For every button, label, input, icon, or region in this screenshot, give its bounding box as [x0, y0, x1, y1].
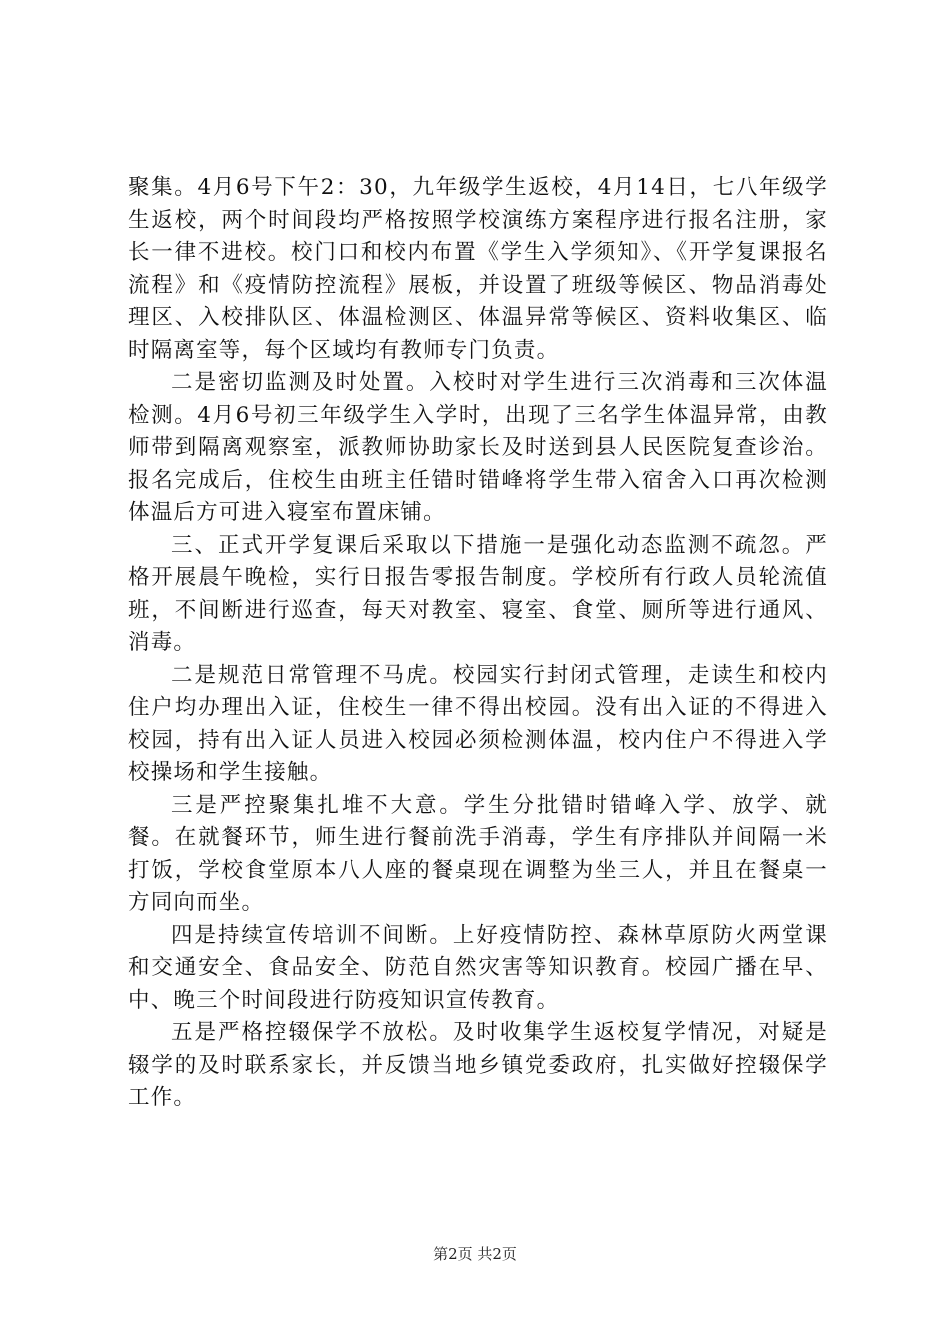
paragraph-gathering-control: 三是严控聚集扎堆不大意。学生分批错时错峰入学、放学、就餐。在就餐环节，师生进行餐前洗手消毒，学生有序排队并间隔一米打饭，学校食堂原本八人座的餐桌现在调整为坐三人，并且在餐桌一方同向而坐。: [128, 792, 828, 915]
paragraph-daily-management: 二是规范日常管理不马虎。校园实行封闭式管理，走读生和校内住户均办理出入证，住校生一律不得出校园。没有出入证的不得进入校园，持有出入证人员进入校园必须检测体温，校内住户不得进入学校操场和学生接触。: [128, 662, 828, 785]
document-body: [128, 172, 828, 1115]
paragraph-publicity: 四是持续宣传培训不间断。上好疫情防控、森林草原防火两堂课和交通安全、食品安全、防范自然灾害等知识教育。校园广播在早、中、晚三个时间段进行防疫知识宣传教育。: [128, 922, 828, 1013]
page-footer: [0, 1244, 950, 1264]
paragraph-monitoring: 二是密切监测及时处置。入校时对学生进行三次消毒和三次体温检测。4月6号初三年级学生入学时，出现了三名学生体温异常，由教师带到隔离观察室，派教师协助家长及时送到县人民医院复查诊治。报名完成后，住校生由班主任错时错峰将学生带入宿舍入口再次检测体温后方可进入寝室布置床铺。: [128, 370, 828, 525]
paragraph-measures: 三、正式开学复课后采取以下措施一是强化动态监测不疏忽。严格开展晨午晚检，实行日报告零报告制度。学校所有行政人员轮流值班，不间断进行巡查，每天对教室、寝室、食堂、厕所等进行通风、消毒。: [128, 532, 828, 655]
paragraph-continuation: 聚集。4月6号下午2：30，九年级学生返校，4月14日，七八年级学生返校，两个时间段均严格按照学校演练方案程序进行报名注册，家长一律不进校。校门口和校内布置《学生入学须知》、《开学复课报名流程》和《疫情防控流程》展板，并设置了班级等候区、物品消毒处理区、入校排队区、体温检测区、体温异常等候区、资料收集区、临时隔离室等，每个区域均有教师专门负责。: [128, 175, 828, 363]
paragraph-dropout-control: 五是严格控辍保学不放松。及时收集学生返校复学情况，对疑是辍学的及时联系家长，并反馈当地乡镇党委政府，扎实做好控辍保学工作。: [128, 1020, 828, 1110]
page-number: 第2页 共2页: [433, 1245, 517, 1263]
